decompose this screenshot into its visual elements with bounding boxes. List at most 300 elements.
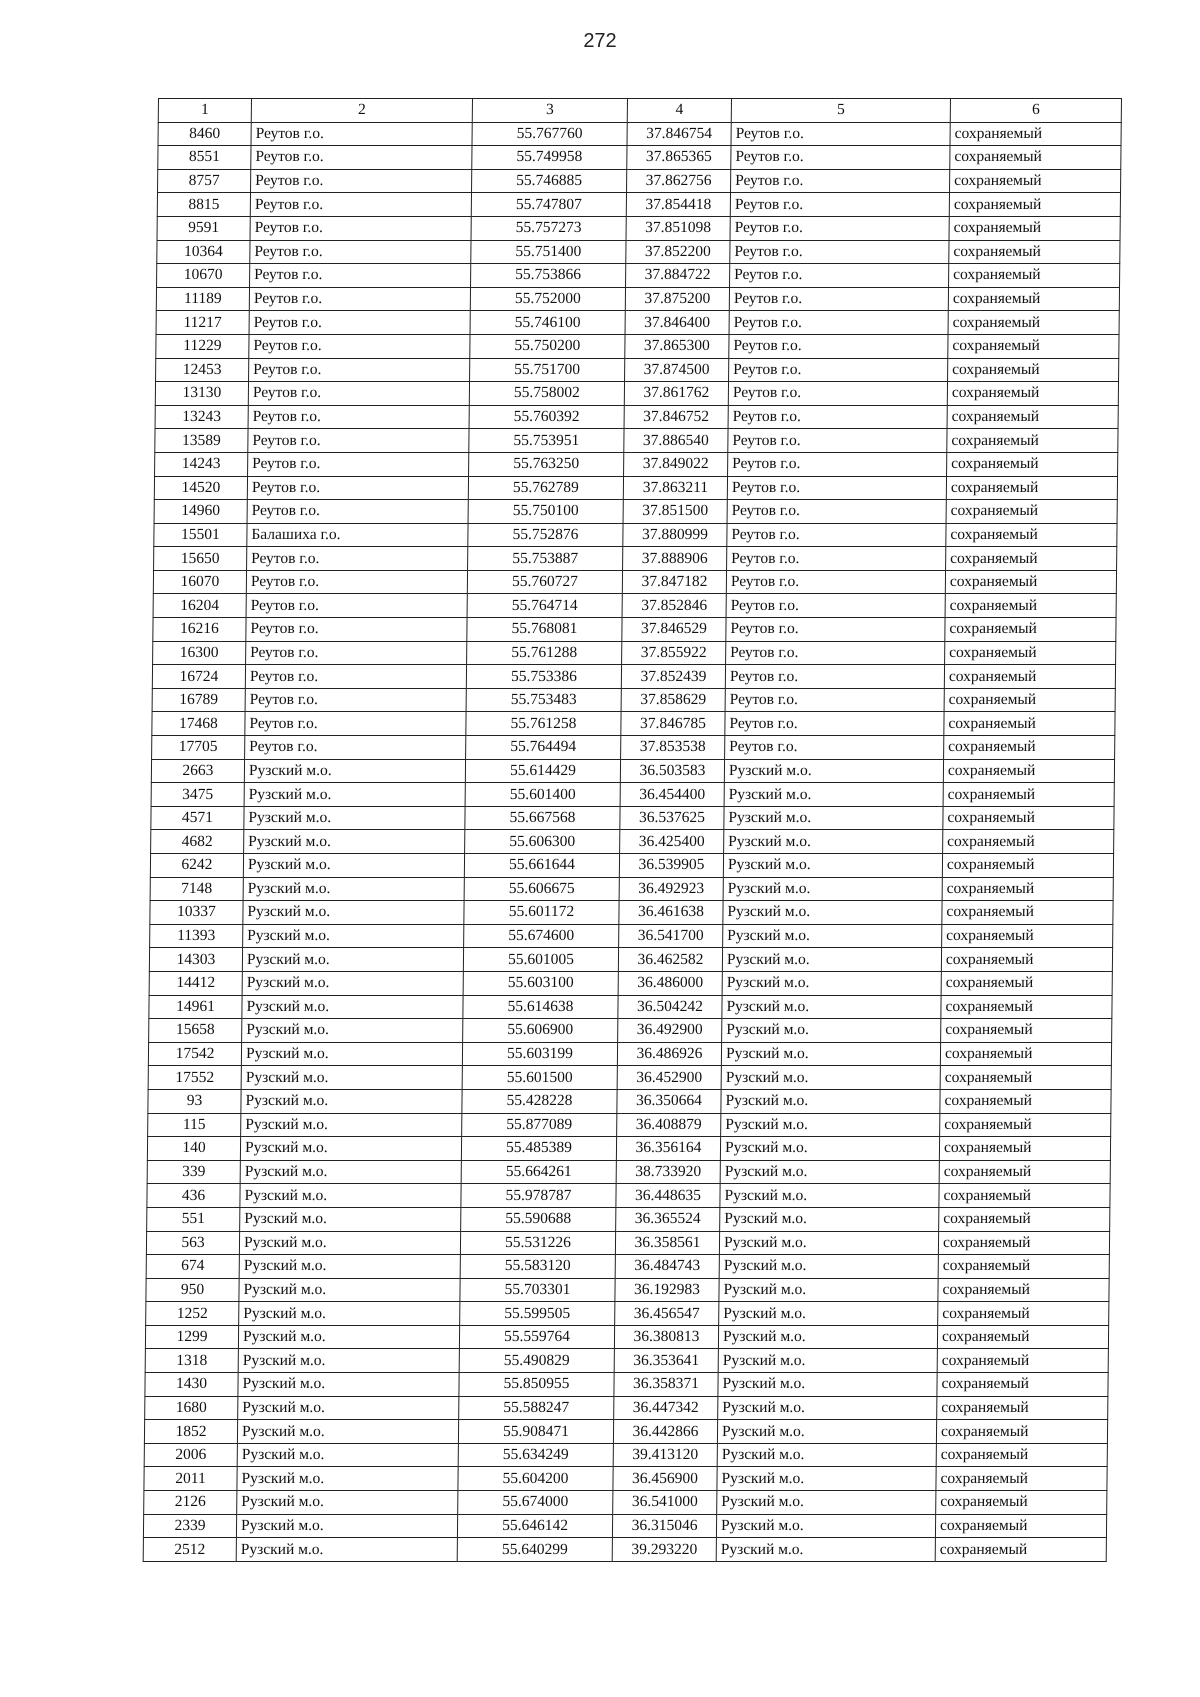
table-row: [152, 665, 1115, 689]
municipality-cell: Реутов г.о.: [246, 570, 467, 594]
row-number-cell: 16300: [153, 641, 246, 665]
row-number-cell: 4682: [151, 830, 244, 854]
municipality-cell: Рузский м.о.: [241, 1089, 462, 1113]
municipality-cell: Рузский м.о.: [239, 1255, 460, 1279]
district-cell: Реутов г.о.: [728, 452, 947, 476]
row-number-cell: 6242: [150, 854, 243, 878]
table-row: [153, 570, 1116, 594]
district-cell: Реутов г.о.: [729, 334, 948, 358]
municipality-cell: Рузский м.о.: [244, 759, 465, 783]
longitude-cell: 36.492900: [618, 1019, 722, 1043]
latitude-cell: 55.746100: [470, 311, 625, 335]
latitude-cell: 55.531226: [460, 1231, 615, 1255]
row-number-cell: 11189: [156, 287, 249, 311]
municipality-cell: Реутов г.о.: [249, 358, 470, 382]
table-row: [158, 169, 1121, 193]
district-cell: Рузский м.о.: [716, 1514, 935, 1538]
municipality-cell: Рузский м.о.: [237, 1443, 458, 1467]
district-cell: Рузский м.о.: [724, 830, 943, 854]
district-cell: Рузский м.о.: [721, 1089, 940, 1113]
row-number-cell: 14303: [149, 948, 242, 972]
municipality-cell: Реутов г.о.: [248, 382, 469, 406]
latitude-cell: 55.763250: [469, 452, 624, 476]
latitude-cell: 55.753866: [471, 264, 626, 288]
status-cell: сохраняемый: [944, 688, 1115, 712]
latitude-cell: 55.601005: [463, 948, 618, 972]
latitude-cell: 55.753483: [466, 688, 621, 712]
row-number-cell: 2512: [143, 1538, 236, 1562]
municipality-cell: Реутов г.о.: [246, 594, 467, 618]
table-row: [143, 1538, 1106, 1562]
municipality-cell: Рузский м.о.: [242, 1019, 463, 1043]
municipality-cell: Реутов г.о.: [245, 736, 466, 760]
latitude-cell: 55.428228: [462, 1089, 617, 1113]
municipality-cell: Реутов г.о.: [246, 641, 467, 665]
latitude-cell: 55.750200: [470, 334, 625, 358]
municipality-cell: Рузский м.о.: [237, 1420, 458, 1444]
district-cell: Реутов г.о.: [727, 523, 946, 547]
status-cell: сохраняемый: [949, 264, 1120, 288]
status-cell: сохраняемый: [936, 1467, 1107, 1491]
district-cell: Рузский м.о.: [721, 1042, 940, 1066]
municipality-cell: Рузский м.о.: [240, 1184, 461, 1208]
row-number-cell: 17468: [152, 712, 245, 736]
latitude-cell: 55.753887: [468, 547, 623, 571]
row-number-cell: 14520: [154, 476, 247, 500]
longitude-cell: 36.452900: [617, 1066, 721, 1090]
longitude-cell: 38.733920: [616, 1160, 720, 1184]
status-cell: сохраняемый: [944, 712, 1115, 736]
table-header-row: [158, 99, 1121, 123]
municipality-cell: Реутов г.о.: [250, 264, 471, 288]
latitude-cell: 55.603199: [462, 1042, 617, 1066]
district-cell: Рузский м.о.: [719, 1231, 938, 1255]
longitude-cell: 36.380813: [614, 1325, 718, 1349]
table-row: [158, 122, 1121, 146]
district-cell: Рузский м.о.: [718, 1349, 937, 1373]
row-number-cell: 11217: [156, 311, 249, 335]
longitude-cell: 39.293220: [612, 1538, 716, 1562]
row-number-cell: 11229: [156, 334, 249, 358]
municipality-cell: Рузский м.о.: [241, 1113, 462, 1137]
column-header: 6: [950, 99, 1121, 123]
municipality-cell: Реутов г.о.: [251, 169, 472, 193]
status-cell: сохраняемый: [946, 523, 1117, 547]
status-cell: сохраняемый: [937, 1349, 1108, 1373]
status-cell: сохраняемый: [945, 570, 1116, 594]
table-row: [145, 1373, 1108, 1397]
municipality-cell: Рузский м.о.: [244, 830, 465, 854]
table-row: [157, 216, 1120, 240]
status-cell: сохраняемый: [938, 1278, 1109, 1302]
district-cell: Рузский м.о.: [717, 1467, 936, 1491]
municipality-cell: Реутов г.о.: [245, 712, 466, 736]
table-row: [147, 1184, 1110, 1208]
status-cell: сохраняемый: [942, 924, 1113, 948]
status-cell: сохраняемый: [949, 216, 1120, 240]
longitude-cell: 37.855922: [622, 641, 726, 665]
longitude-cell: 36.541000: [613, 1491, 717, 1515]
row-number-cell: 1430: [145, 1373, 238, 1397]
district-cell: Реутов г.о.: [731, 169, 950, 193]
district-cell: Рузский м.о.: [718, 1396, 937, 1420]
longitude-cell: 36.408879: [617, 1113, 721, 1137]
longitude-cell: 37.846754: [627, 122, 731, 146]
longitude-cell: 37.846529: [622, 618, 726, 642]
municipality-cell: Рузский м.о.: [241, 1066, 462, 1090]
row-number-cell: 15658: [149, 1019, 242, 1043]
longitude-cell: 36.486926: [617, 1042, 721, 1066]
row-number-cell: 10364: [157, 240, 250, 264]
district-cell: Рузский м.о.: [722, 1019, 941, 1043]
row-number-cell: 2663: [151, 759, 244, 783]
table-row: [158, 146, 1121, 170]
municipality-cell: Рузский м.о.: [239, 1278, 460, 1302]
table-row: [149, 948, 1112, 972]
municipality-cell: Рузский м.о.: [238, 1396, 459, 1420]
table-row: [146, 1255, 1109, 1279]
table-row: [144, 1491, 1107, 1515]
municipality-cell: Рузский м.о.: [238, 1325, 459, 1349]
status-cell: сохраняемый: [946, 547, 1117, 571]
column-header: 2: [251, 99, 472, 123]
longitude-cell: 36.456900: [613, 1467, 717, 1491]
municipality-cell: Реутов г.о.: [246, 618, 467, 642]
status-cell: сохраняемый: [940, 1066, 1111, 1090]
status-cell: сохраняемый: [950, 146, 1121, 170]
longitude-cell: 37.875200: [625, 287, 729, 311]
district-cell: Реутов г.о.: [727, 476, 946, 500]
status-cell: сохраняемый: [939, 1137, 1110, 1161]
row-number-cell: 551: [147, 1207, 240, 1231]
district-cell: Рузский м.о.: [724, 783, 943, 807]
row-number-cell: 2006: [144, 1443, 237, 1467]
district-cell: Рузский м.о.: [719, 1278, 938, 1302]
latitude-cell: 55.752876: [468, 523, 623, 547]
municipality-cell: Реутов г.о.: [249, 334, 470, 358]
municipality-cell: Рузский м.о.: [242, 995, 463, 1019]
municipality-cell: Реутов г.о.: [248, 452, 469, 476]
row-number-cell: 14961: [149, 995, 242, 1019]
latitude-cell: 55.746885: [472, 169, 627, 193]
longitude-cell: 37.884722: [626, 264, 730, 288]
municipality-cell: Реутов г.о.: [250, 193, 471, 217]
latitude-cell: 55.485389: [461, 1137, 616, 1161]
longitude-cell: 36.456547: [615, 1302, 719, 1326]
latitude-cell: 55.978787: [461, 1184, 616, 1208]
table-row: [156, 311, 1119, 335]
row-number-cell: 2011: [144, 1467, 237, 1491]
table-row: [155, 429, 1118, 453]
latitude-cell: 55.908471: [458, 1420, 613, 1444]
longitude-cell: 36.365524: [616, 1207, 720, 1231]
longitude-cell: 36.484743: [615, 1255, 719, 1279]
status-cell: сохраняемый: [945, 594, 1116, 618]
latitude-cell: 55.614638: [463, 995, 618, 1019]
status-cell: сохраняемый: [941, 995, 1112, 1019]
table-row: [144, 1420, 1107, 1444]
status-cell: сохраняемый: [937, 1373, 1108, 1397]
latitude-cell: 55.703301: [460, 1278, 615, 1302]
latitude-cell: 55.762789: [468, 476, 623, 500]
latitude-cell: 55.588247: [459, 1396, 614, 1420]
latitude-cell: 55.583120: [460, 1255, 615, 1279]
latitude-cell: 55.751400: [471, 240, 626, 264]
latitude-cell: 55.604200: [458, 1467, 613, 1491]
longitude-cell: 39.413120: [613, 1443, 717, 1467]
row-number-cell: 140: [147, 1137, 240, 1161]
district-cell: Рузский м.о.: [723, 854, 942, 878]
status-cell: сохраняемый: [943, 806, 1114, 830]
longitude-cell: 36.192983: [615, 1278, 719, 1302]
latitude-cell: 55.758002: [469, 382, 624, 406]
latitude-cell: 55.753951: [469, 429, 624, 453]
table-row: [146, 1231, 1109, 1255]
municipality-cell: Рузский м.о.: [236, 1514, 457, 1538]
longitude-cell: 37.874500: [625, 358, 729, 382]
latitude-cell: 55.606675: [464, 877, 619, 901]
table-row: [151, 783, 1114, 807]
latitude-cell: 55.877089: [462, 1113, 617, 1137]
table-row: [146, 1302, 1109, 1326]
longitude-cell: 37.854418: [626, 193, 730, 217]
municipality-cell: Рузский м.о.: [241, 1042, 462, 1066]
row-number-cell: 17705: [152, 736, 245, 760]
longitude-cell: 37.851098: [626, 216, 730, 240]
municipality-cell: Рузский м.о.: [238, 1349, 459, 1373]
status-cell: сохраняемый: [939, 1207, 1110, 1231]
table-row: [150, 877, 1113, 901]
district-cell: Рузский м.о.: [719, 1255, 938, 1279]
row-number-cell: 8757: [158, 169, 251, 193]
table-row: [157, 240, 1120, 264]
latitude-cell: 55.601172: [464, 901, 619, 925]
municipality-cell: Реутов г.о.: [248, 429, 469, 453]
latitude-cell: 55.761258: [466, 712, 621, 736]
status-cell: сохраняемый: [945, 618, 1116, 642]
district-cell: Рузский м.о.: [722, 995, 941, 1019]
latitude-cell: 55.752000: [470, 287, 625, 311]
table-row: [151, 759, 1114, 783]
longitude-cell: 37.863211: [623, 476, 727, 500]
district-cell: Рузский м.о.: [720, 1184, 939, 1208]
municipality-cell: Реутов г.о.: [245, 665, 466, 689]
table-body: [143, 122, 1121, 1561]
municipality-cell: Рузский м.о.: [244, 783, 465, 807]
municipality-cell: Рузский м.о.: [236, 1538, 457, 1562]
district-cell: Рузский м.о.: [723, 901, 942, 925]
status-cell: сохраняемый: [949, 240, 1120, 264]
longitude-cell: 37.852846: [622, 594, 726, 618]
municipality-cell: Реутов г.о.: [250, 216, 471, 240]
municipality-cell: Реутов г.о.: [251, 146, 472, 170]
table-row: [156, 287, 1119, 311]
municipality-cell: Реутов г.о.: [251, 122, 472, 146]
status-cell: сохраняемый: [942, 877, 1113, 901]
latitude-cell: 55.661644: [464, 854, 619, 878]
status-cell: сохраняемый: [944, 736, 1115, 760]
latitude-cell: 55.767760: [472, 122, 627, 146]
status-cell: сохраняемый: [941, 1019, 1112, 1043]
longitude-cell: 36.504242: [618, 995, 722, 1019]
municipality-cell: Рузский м.о.: [240, 1137, 461, 1161]
row-number-cell: 8815: [157, 193, 250, 217]
row-number-cell: 4571: [151, 806, 244, 830]
district-cell: Рузский м.о.: [723, 924, 942, 948]
status-cell: сохраняемый: [940, 1113, 1111, 1137]
longitude-cell: 36.442866: [613, 1420, 717, 1444]
latitude-cell: 55.768081: [467, 618, 622, 642]
table-row: [153, 641, 1116, 665]
municipality-cell: Рузский м.о.: [243, 924, 464, 948]
district-cell: Рузский м.о.: [717, 1443, 936, 1467]
longitude-cell: 36.454400: [620, 783, 724, 807]
row-number-cell: 7148: [150, 877, 243, 901]
municipality-cell: Рузский м.о.: [242, 971, 463, 995]
longitude-cell: 36.492923: [619, 877, 723, 901]
municipality-cell: Рузский м.о.: [237, 1491, 458, 1515]
table-row: [155, 452, 1118, 476]
municipality-cell: Рузский м.о.: [243, 877, 464, 901]
municipality-cell: Реутов г.о.: [248, 405, 469, 429]
status-cell: сохраняемый: [943, 783, 1114, 807]
row-number-cell: 16216: [153, 618, 246, 642]
status-cell: сохраняемый: [937, 1396, 1108, 1420]
latitude-cell: 55.640299: [457, 1538, 612, 1562]
latitude-cell: 55.490829: [459, 1349, 614, 1373]
longitude-cell: 37.852439: [621, 665, 725, 689]
longitude-cell: 36.315046: [612, 1514, 716, 1538]
municipality-cell: Рузский м.о.: [243, 901, 464, 925]
latitude-cell: 55.614429: [465, 759, 620, 783]
table-row: [147, 1160, 1110, 1184]
row-number-cell: 3475: [151, 783, 244, 807]
status-cell: сохраняемый: [949, 193, 1120, 217]
latitude-cell: 55.764714: [467, 594, 622, 618]
latitude-cell: 55.606300: [465, 830, 620, 854]
district-cell: Рузский м.о.: [723, 877, 942, 901]
table-row: [155, 405, 1118, 429]
status-cell: сохраняемый: [941, 971, 1112, 995]
longitude-cell: 36.353641: [614, 1349, 718, 1373]
row-number-cell: 16724: [152, 665, 245, 689]
status-cell: сохраняемый: [947, 452, 1118, 476]
latitude-cell: 55.753386: [466, 665, 621, 689]
row-number-cell: 16204: [153, 594, 246, 618]
table-row: [151, 830, 1114, 854]
district-cell: Рузский м.о.: [718, 1373, 937, 1397]
municipality-cell: Рузский м.о.: [237, 1467, 458, 1491]
district-cell: Реутов г.о.: [728, 405, 947, 429]
district-cell: Реутов г.о.: [725, 665, 944, 689]
status-cell: сохраняемый: [948, 358, 1119, 382]
row-number-cell: 14243: [155, 452, 248, 476]
column-header: 3: [472, 99, 627, 123]
row-number-cell: 563: [146, 1231, 239, 1255]
row-number-cell: 1680: [145, 1396, 238, 1420]
table-row: [150, 924, 1113, 948]
latitude-cell: 55.750100: [468, 500, 623, 524]
longitude-cell: 36.358371: [614, 1373, 718, 1397]
table-row: [150, 854, 1113, 878]
row-number-cell: 14412: [149, 971, 242, 995]
data-table: [143, 98, 1122, 1562]
district-cell: Рузский м.о.: [718, 1325, 937, 1349]
table-row: [157, 264, 1120, 288]
row-number-cell: 13589: [155, 429, 248, 453]
row-number-cell: 15650: [154, 547, 247, 571]
longitude-cell: 37.847182: [622, 570, 726, 594]
latitude-cell: 55.850955: [459, 1373, 614, 1397]
district-cell: Реутов г.о.: [725, 736, 944, 760]
latitude-cell: 55.760727: [467, 570, 622, 594]
latitude-cell: 55.757273: [471, 216, 626, 240]
district-cell: Рузский м.о.: [721, 1113, 940, 1137]
district-cell: Реутов г.о.: [726, 618, 945, 642]
district-cell: Реутов г.о.: [730, 193, 949, 217]
longitude-cell: 37.862756: [627, 169, 731, 193]
table-row: [152, 688, 1115, 712]
table-row: [152, 712, 1115, 736]
latitude-cell: 55.749958: [472, 146, 627, 170]
district-cell: Рузский м.о.: [720, 1137, 939, 1161]
longitude-cell: 36.356164: [616, 1137, 720, 1161]
district-cell: Рузский м.о.: [722, 971, 941, 995]
row-number-cell: 17552: [148, 1066, 241, 1090]
latitude-cell: 55.674600: [464, 924, 619, 948]
district-cell: Реутов г.о.: [731, 122, 950, 146]
municipality-cell: Реутов г.о.: [247, 547, 468, 571]
latitude-cell: 55.601400: [465, 783, 620, 807]
longitude-cell: 37.849022: [624, 452, 728, 476]
table-row: [157, 193, 1120, 217]
table-row: [156, 358, 1119, 382]
latitude-cell: 55.601500: [462, 1066, 617, 1090]
row-number-cell: 2126: [144, 1491, 237, 1515]
municipality-cell: Рузский м.о.: [242, 948, 463, 972]
status-cell: сохраняемый: [947, 382, 1118, 406]
status-cell: сохраняемый: [936, 1491, 1107, 1515]
latitude-cell: 55.761288: [467, 641, 622, 665]
district-cell: Реутов г.о.: [725, 712, 944, 736]
row-number-cell: 10670: [157, 264, 250, 288]
longitude-cell: 37.886540: [624, 429, 728, 453]
row-number-cell: 14960: [154, 500, 247, 524]
district-cell: Рузский м.о.: [719, 1302, 938, 1326]
latitude-cell: 55.634249: [458, 1443, 613, 1467]
status-cell: сохраняемый: [935, 1514, 1106, 1538]
status-cell: сохраняемый: [945, 641, 1116, 665]
row-number-cell: 16070: [153, 570, 246, 594]
table-row: [144, 1443, 1107, 1467]
longitude-cell: 36.541700: [619, 924, 723, 948]
district-cell: Реутов г.о.: [728, 429, 947, 453]
municipality-cell: Реутов г.о.: [249, 311, 470, 335]
table-row: [154, 547, 1117, 571]
table-row: [145, 1396, 1108, 1420]
district-cell: Рузский м.о.: [724, 806, 943, 830]
municipality-cell: Рузский м.о.: [239, 1231, 460, 1255]
latitude-cell: 55.747807: [471, 193, 626, 217]
table-row: [148, 1042, 1111, 1066]
status-cell: сохраняемый: [936, 1420, 1107, 1444]
district-cell: Реутов г.о.: [727, 547, 946, 571]
district-cell: Реутов г.о.: [730, 264, 949, 288]
municipality-cell: Балашиха г.о.: [247, 523, 468, 547]
district-cell: Реутов г.о.: [731, 146, 950, 170]
table-row: [150, 901, 1113, 925]
status-cell: сохраняемый: [938, 1231, 1109, 1255]
